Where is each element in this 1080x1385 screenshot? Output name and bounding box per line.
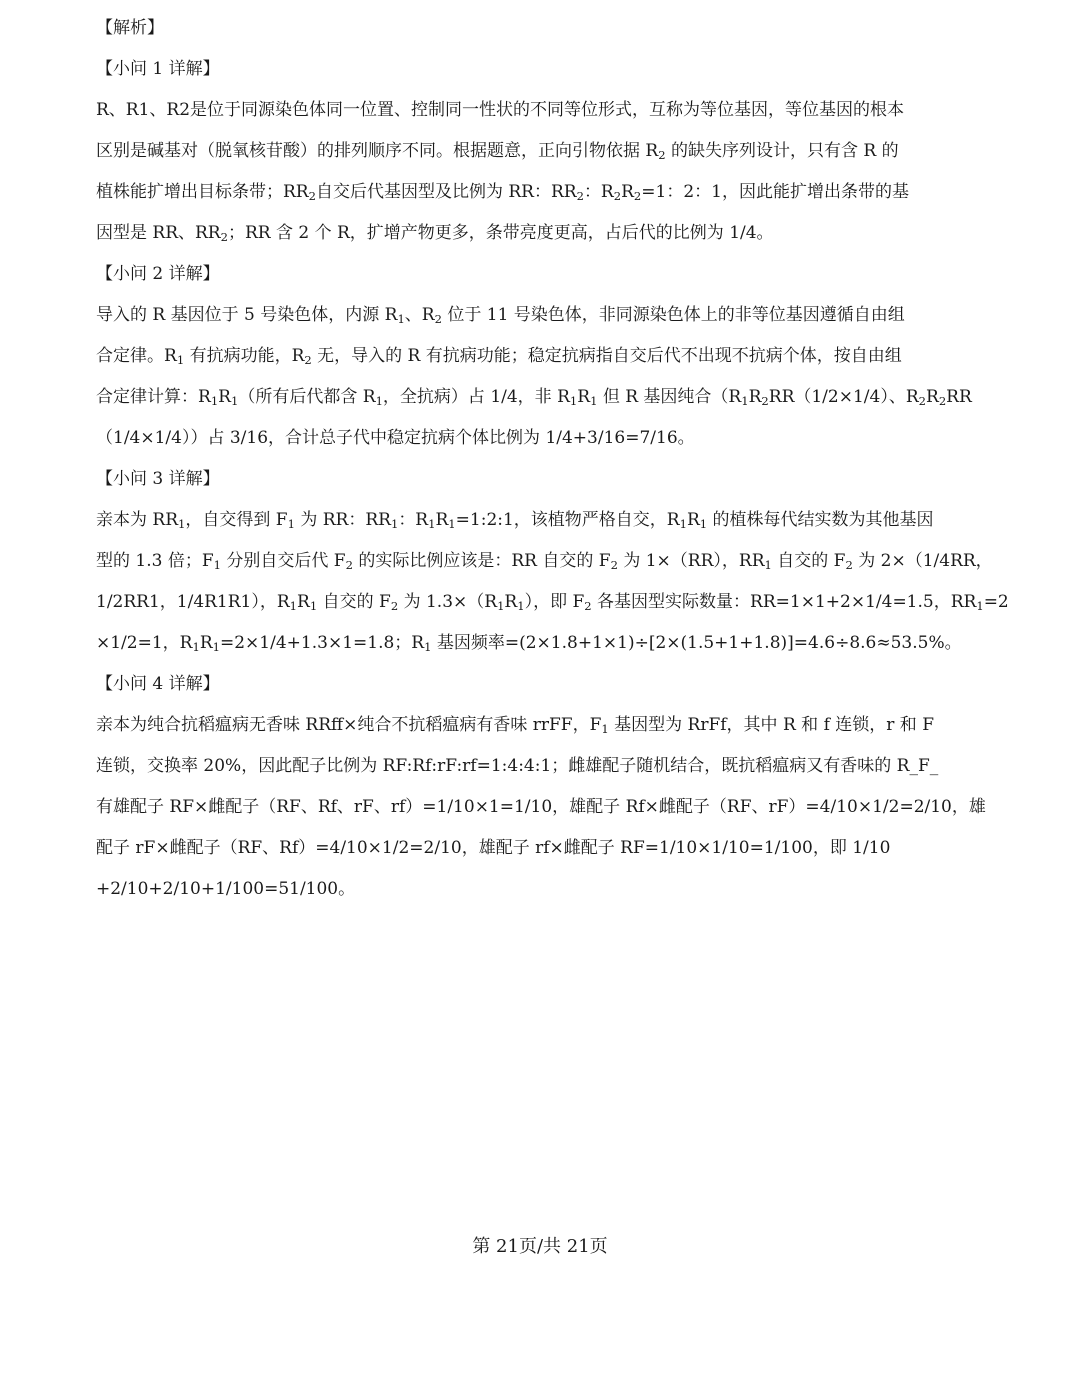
text-line: 1/2RR1，1/4R1R1），$R_1R_1$ 自交的 $F_2$ 为 $1.3\times(R_1R_1)$，即 $F_2$ 各基因型实际数量：RR=1×1+2×1/4=1.5，$RR_1=2$ <box>96 592 1009 614</box>
text-line: 亲本为 $RR_1$，自交得到 $F_1$ 为 RR：$RR_1$：$R_1R_1=1:2:1$，该植物严格自交，$R_1R_1$ 的植株每代结实数为其他基因 <box>96 510 934 532</box>
text-line: 因型是 RR、$RR_2$；RR 含 2 个 R，扩增产物更多，条带亮度更高，占后代的比例为 1/4。 <box>96 223 774 245</box>
page-number-footer: 第 21页/共 21页 <box>472 1236 608 1257</box>
text-line: 导入的 R 基因位于 5 号染色体，内源 $R_1$、$R_2$ 位于 11 号染色体，非同源染色体上的非等位基因遵循自由组 <box>96 305 905 327</box>
q1-heading: 【小问 1 详解】 <box>96 59 220 79</box>
text-line: 合定律。$R_1$ 有抗病功能，$R_2$ 无，导入的 R 有抗病功能；稳定抗病指自交后代不出现不抗病个体，按自由组 <box>96 346 902 368</box>
q3-heading: 【小问 3 详解】 <box>96 469 220 489</box>
text-line: 合定律计算：$R_1R_1$（所有后代都含 $R_1$，全抗病）占 1/4，非 $R_1R_1$ 但 R 基因纯合（$R_1R_2RR(1/2\times 1/4)$、$R_2R_2RR$ <box>96 387 972 409</box>
q3-body <box>96 500 1009 664</box>
text-line: （1/4×1/4））占 3/16，合计总子代中稳定抗病个体比例为 1/4+3/16=7/16。 <box>96 428 695 448</box>
text-line: ×1/2=1，$R_1R_1=2\times 1/4+1.3\times 1=1.8$；$R_1$ 基因频率=(2×1.8+1×1)÷[2×(1.5+1+1.8)]=4.6÷8.6≈53.5%。 <box>96 633 962 655</box>
text-line: 连锁，交换率 20%，因此配子比例为 RF:Rf:rF:rf=1:4:4:1；雌雄配子随机结合，既抗稻瘟病又有香味的 R_F_ <box>96 756 939 776</box>
text-line: 有雄配子 RF×雌配子（RF、Rf、rF、rf）=1/10×1=1/10，雄配子 Rf×雌配子（RF、rF）=4/10×1/2=2/10，雄 <box>96 797 986 817</box>
q2-body <box>96 295 976 459</box>
q2-heading: 【小问 2 详解】 <box>96 264 220 284</box>
q1-body <box>96 90 976 254</box>
text-line: R、R1、R2是位于同源染色体同一位置、控制同一性状的不同等位形式，互称为等位基因，等位基因的根本 <box>96 100 905 120</box>
text-line: 亲本为纯合抗稻瘟病无香味 RRff×纯合不抗稻瘟病有香味 rrFF，$F_1$ 基因型为 RrFf，其中 R 和 f 连锁，r 和 F <box>96 715 934 737</box>
text-line: 型的 1.3 倍；$F_1$ 分别自交后代 $F_2$ 的实际比例应该是：RR 自交的 $F_2$ 为 1×（RR），$RR_1$ 自交的 $F_2$ 为 2×（1/4RR， <box>96 551 993 573</box>
text-line: 配子 rF×雌配子（RF、Rf）=4/10×1/2=2/10，雄配子 rf×雌配子 RF=1/10×1/10=1/100，即 1/10 <box>96 838 891 858</box>
text-line: 植株能扩增出目标条带；$RR_2$自交后代基因型及比例为 RR：$RR_2$：$R_2R_2=1$：2：1，因此能扩增出条带的基 <box>96 182 909 204</box>
q4-heading: 【小问 4 详解】 <box>96 674 220 694</box>
section-title: 【解析】 <box>96 18 164 38</box>
q4-body <box>96 705 986 910</box>
text-line: 区别是碱基对（脱氧核苷酸）的排列顺序不同。根据题意，正向引物依据 $R_2$ 的缺失序列设计，只有含 R 的 <box>96 141 899 163</box>
text-line: +2/10+2/10+1/100=51/100。 <box>96 879 356 899</box>
document-content <box>96 8 1009 910</box>
